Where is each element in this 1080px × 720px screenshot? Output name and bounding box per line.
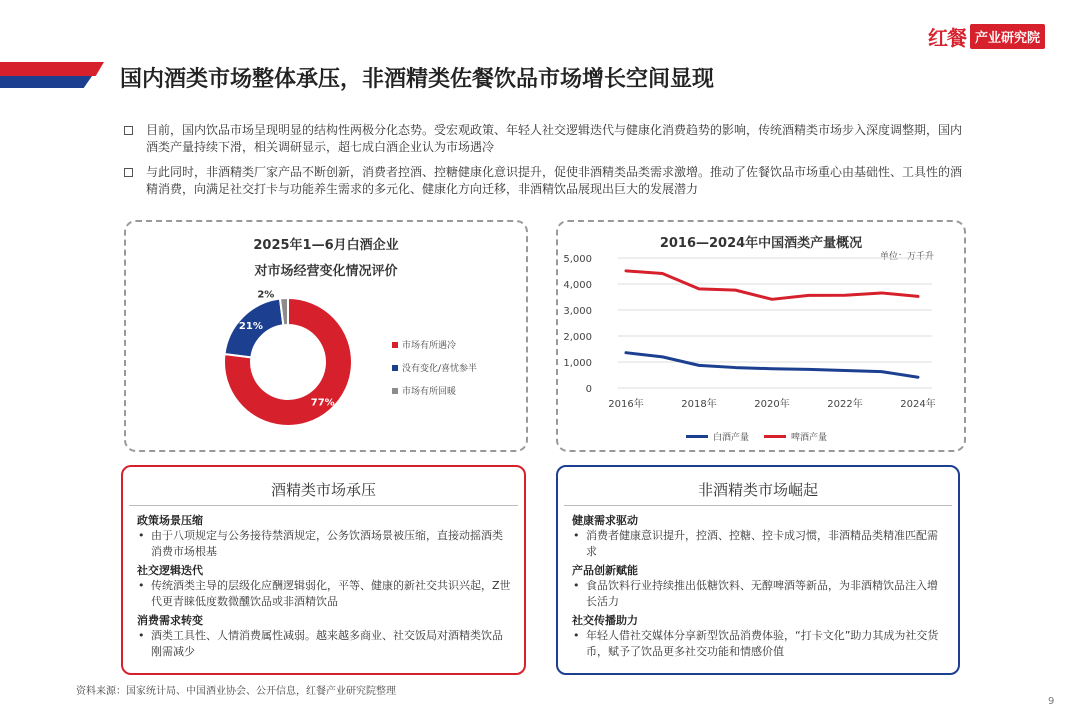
section-heading: 产品创新赋能 xyxy=(572,564,638,577)
box-body xyxy=(572,511,946,663)
series-line xyxy=(626,353,918,378)
bullet-dot-icon: • xyxy=(138,629,145,642)
x-tick-label: 2016年 xyxy=(608,399,644,410)
line-chart xyxy=(558,248,958,423)
line-legend-label: 啤酒产量 xyxy=(791,433,828,443)
box-body xyxy=(137,511,512,663)
title-accent-red xyxy=(0,62,104,76)
series-line xyxy=(626,271,918,299)
box-title: 酒精类市场承压 xyxy=(270,481,376,499)
intro-bullet xyxy=(122,122,972,156)
section-text: 消费者健康意识提升，控酒、控糖、控卡成习惯，非酒精品类精准匹配需求 xyxy=(586,529,938,558)
section-item xyxy=(137,628,512,660)
legend-line-swatch xyxy=(764,435,786,438)
box-title: 非酒精类市场崛起 xyxy=(697,481,818,499)
x-tick-label: 2020年 xyxy=(754,399,790,410)
section-item xyxy=(572,528,946,560)
section-item xyxy=(572,628,946,660)
source-footnote: 资料来源：国家统计局、中国酒业协会、公开信息，红餐产业研究院整理 xyxy=(76,686,396,697)
section-text: 由于八项规定与公务接待禁酒规定，公务饮酒场景被压缩，直接动摇酒类消费市场根基 xyxy=(151,529,503,558)
donut-title-line1: 2025年1—6月白酒企业 xyxy=(253,238,399,253)
y-tick-label: 5,000 xyxy=(563,254,592,265)
donut-chart-panel xyxy=(124,220,528,452)
legend-swatch xyxy=(392,342,398,348)
line-legend-item xyxy=(764,430,827,443)
title-accent-blue xyxy=(0,76,92,88)
donut-legend-item xyxy=(392,361,477,374)
section-heading: 社交传播助力 xyxy=(572,614,638,627)
donut-legend-item xyxy=(392,338,456,351)
x-tick-label: 2024年 xyxy=(900,399,936,410)
page-number: 9 xyxy=(1048,696,1055,707)
page-title: 国内酒类市场整体承压，非酒精类佐餐饮品市场增长空间显现 xyxy=(120,67,715,92)
legend-swatch xyxy=(392,388,398,394)
donut-legend-label: 市场有所遇冷 xyxy=(402,341,457,351)
donut-legend-label: 市场有所回暖 xyxy=(402,387,457,397)
x-tick-label: 2018年 xyxy=(681,399,717,410)
non-alcohol-market-box xyxy=(556,465,960,675)
donut-legend-item xyxy=(392,384,456,397)
section-text: 酒类工具性、人情消费属性减弱。越来越多商业、社交饭局对酒精类饮品刚需减少 xyxy=(151,629,503,658)
bullet-dot-icon: • xyxy=(138,579,145,592)
bullet-dot-icon: • xyxy=(138,529,145,542)
donut-data-label: 21% xyxy=(238,320,263,332)
section-item xyxy=(137,528,512,560)
donut-data-label: 77% xyxy=(310,397,335,409)
donut-data-label: 2% xyxy=(257,289,275,301)
y-tick-label: 1,000 xyxy=(563,358,592,369)
legend-line-swatch xyxy=(686,435,708,438)
title-accent-bar xyxy=(0,62,106,88)
box-divider xyxy=(129,505,518,506)
line-chart-unit: 单位：万千升 xyxy=(879,252,934,262)
x-tick-label: 2022年 xyxy=(827,399,863,410)
square-bullet-icon xyxy=(124,168,133,177)
section-heading: 社交逻辑迭代 xyxy=(137,564,203,577)
section-item xyxy=(572,578,946,610)
section-heading: 健康需求驱动 xyxy=(572,514,638,527)
alcohol-market-box xyxy=(121,465,526,675)
logo-mark: 红餐 xyxy=(928,25,966,50)
section-heading: 政策场景压缩 xyxy=(137,514,203,527)
line-chart-title: 2016—2024年中国酒类产量概况 xyxy=(659,236,863,251)
intro-bullets xyxy=(122,122,972,206)
legend-swatch xyxy=(392,365,398,371)
line-legend-item xyxy=(686,430,749,443)
section-text: 食品饮料行业持续推出低糖饮料、无醇啤酒等新品，为非酒精饮品注入增长活力 xyxy=(586,579,938,608)
section-text: 年轻人借社交媒体分享新型饮品消费体验，“打卡文化”助力其成为社交货币，赋予了饮品更多社交功能和情感价值 xyxy=(586,629,939,658)
y-tick-label: 3,000 xyxy=(563,306,592,317)
donut-legend-label: 没有变化/喜忧参半 xyxy=(402,364,478,374)
y-tick-label: 2,000 xyxy=(563,332,592,343)
y-tick-label: 4,000 xyxy=(563,280,592,291)
line-chart-panel xyxy=(556,220,966,452)
donut-title-line2: 对市场经营变化情况评价 xyxy=(254,264,398,279)
square-bullet-icon xyxy=(124,126,133,135)
intro-bullet-text: 目前，国内饮品市场呈现明显的结构性两极分化态势。受宏观政策、年轻人社交逻辑迭代与健康化消费趋势的影响，传统酒精类市场步入深度调整期，国内酒类产量持续下滑，相关调研显示，超七成白酒企业认为市场遇冷 xyxy=(146,123,963,154)
bullet-dot-icon: • xyxy=(573,579,580,592)
section-item xyxy=(137,578,512,610)
line-legend-label: 白酒产量 xyxy=(713,433,750,443)
section-heading: 消费需求转变 xyxy=(137,614,203,627)
y-tick-label: 0 xyxy=(585,384,592,395)
intro-bullet xyxy=(122,164,972,198)
brand-logo xyxy=(928,22,1045,50)
logo-text: 产业研究院 xyxy=(970,24,1045,49)
bullet-dot-icon: • xyxy=(573,629,580,642)
box-divider xyxy=(564,505,952,506)
intro-bullet-text: 与此同时，非酒精类厂家产品不断创新，消费者控酒、控糖健康化意识提升，促使非酒精类品类需求激增。推动了佐餐饮品市场重心由基础性、工具性的酒精消费，向满足社交打卡与功能养生需求的多元化、健康化方向迁移，非酒精饮品展现出巨大的发展潜力 xyxy=(146,165,963,196)
bullet-dot-icon: • xyxy=(573,529,580,542)
section-text: 传统酒类主导的层级化应酬逻辑弱化，平等、健康的新社交共识兴起，Z世代更青睐低度数微醺饮品或非酒精饮品 xyxy=(151,579,511,608)
